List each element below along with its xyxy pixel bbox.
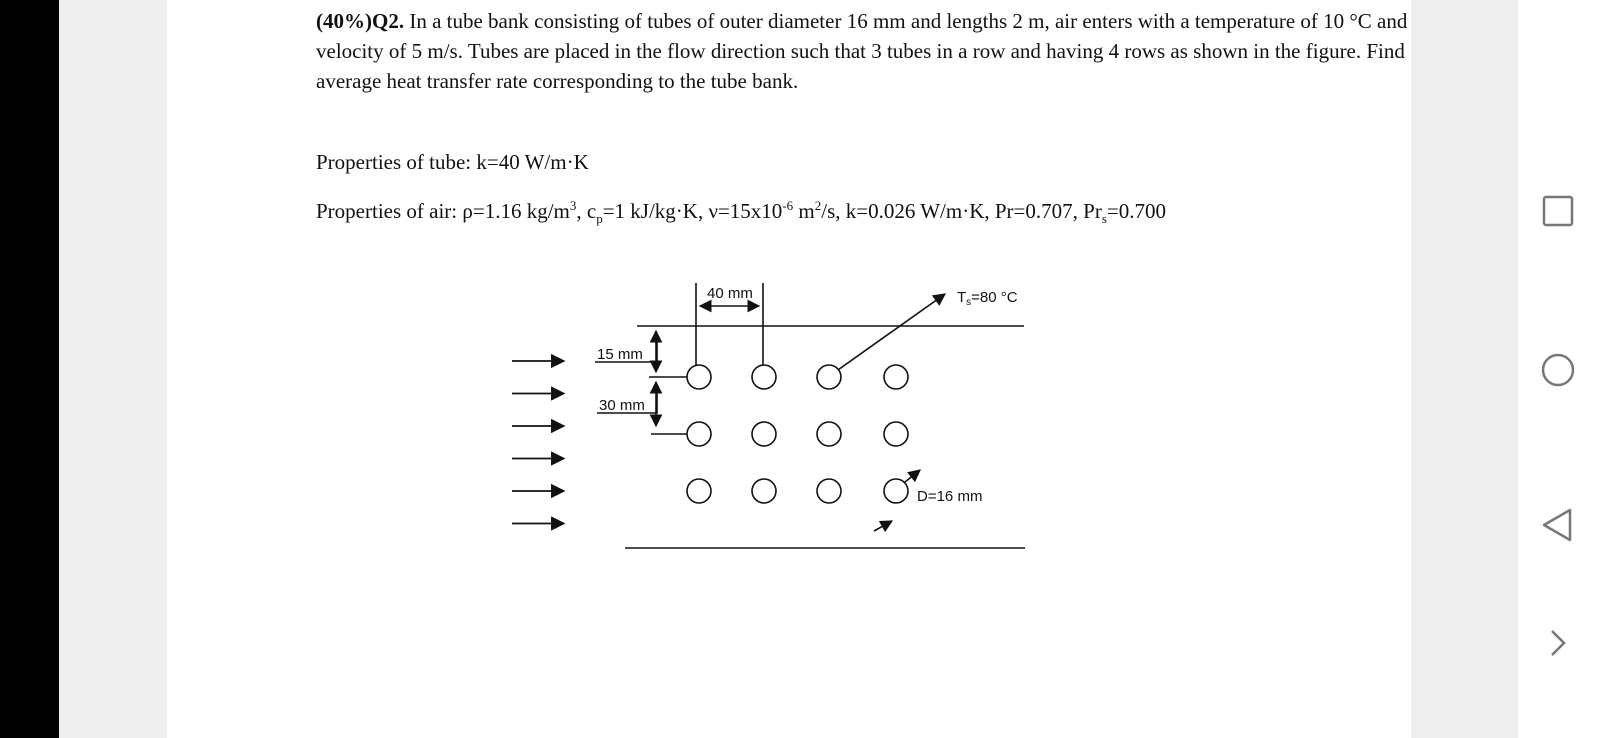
- gap-label: 15 mm: [597, 346, 643, 363]
- surface-temp-label: $T_s=80$ °C: [957, 289, 1018, 308]
- tube-r2-c1: [687, 422, 711, 446]
- tube-properties: Properties of tube: k=40 W/m·K: [316, 150, 589, 174]
- navigation-bar: [1518, 0, 1600, 738]
- tube-r1-c4: [884, 365, 908, 389]
- circle-icon[interactable]: [1530, 342, 1586, 398]
- tube-bank-figure: [167, 0, 1411, 738]
- diameter-label: D=16 mm: [917, 488, 983, 505]
- tube-r1-c3: [817, 365, 841, 389]
- tube-r3-c1: [687, 479, 711, 503]
- flow-arrows: [512, 361, 564, 524]
- right-margin: [1411, 0, 1518, 738]
- pitch-label: 30 mm: [599, 397, 645, 414]
- air-properties: Properties of air: ρ=1.16 $kg/m^3$, $c_p=1$ kJ/kg·K, $\nu=15x10^{-6}$ $m^2/s$, k=0.026 W/m·K, Pr=0.707, $Pr_s=0.700$: [316, 198, 1166, 227]
- tube-r3-c4: [884, 479, 908, 503]
- chevron-right-icon[interactable]: [1530, 615, 1586, 671]
- question-label: (40%)Q2.: [316, 9, 405, 33]
- square-icon[interactable]: [1530, 183, 1586, 239]
- left-margin: [59, 0, 167, 738]
- left-black-bar: [0, 0, 59, 738]
- tube-r2-c4: [884, 422, 908, 446]
- tube-r2-c2: [752, 422, 776, 446]
- tube-r1-c1: [687, 365, 711, 389]
- tube-r2-c3: [817, 422, 841, 446]
- tube-r3-c2: [752, 479, 776, 503]
- spacing-label: 40 mm: [707, 285, 753, 302]
- tube-r3-c3: [817, 479, 841, 503]
- question-body: In a tube bank consisting of tubes of outer diameter 16 mm and lengths 2 m, air enters with a temperature of 10 °C and velocity of 5 m/s. Tubes are placed in the flow direction such that 3 tubes in a row and having 4 rows as shown in the figure. Find average heat transfer rate corresponding to the tube bank.: [316, 9, 1408, 93]
- tube-r1-c2: [752, 365, 776, 389]
- document-page: [167, 0, 1411, 738]
- triangle-back-icon[interactable]: [1530, 497, 1586, 553]
- tube-array: [687, 365, 908, 503]
